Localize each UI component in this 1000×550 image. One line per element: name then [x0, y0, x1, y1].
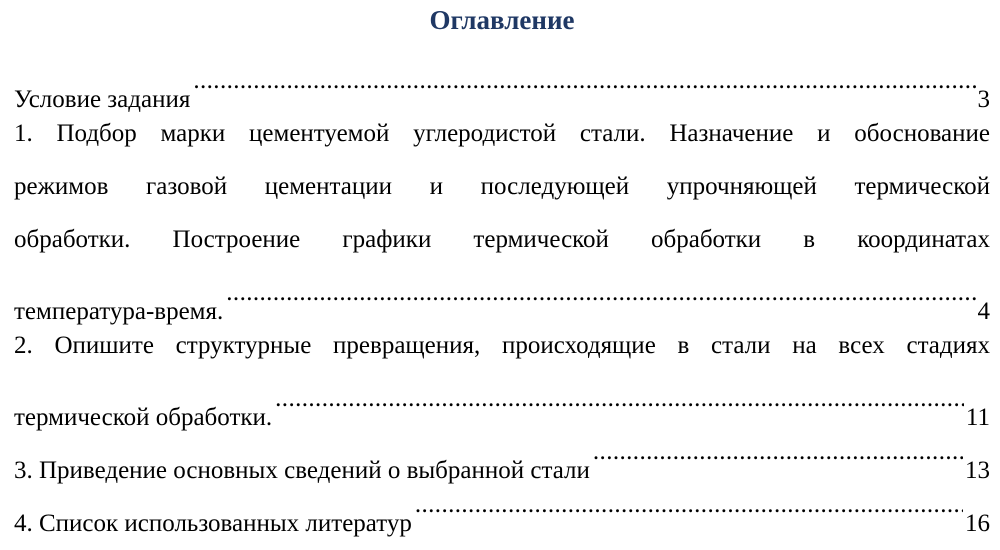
toc-page-number: 11: [965, 404, 990, 431]
toc-entry-text: 3. Приведение основных сведений о выбранной стали: [14, 457, 590, 484]
table-of-contents: [14, 0, 990, 537]
dot-leader: [275, 372, 964, 425]
toc-entry[interactable]: [14, 319, 990, 431]
toc-entry-line: 2. Опишите структурные превращения, происходящие в стали на всех стадиях: [14, 332, 990, 359]
toc-page-number: 16: [965, 510, 990, 537]
toc-entry-text: температура-время.: [14, 298, 224, 325]
toc-title: Оглавление: [429, 5, 575, 35]
toc-entry-text: термической обработки.: [14, 404, 273, 431]
dot-leader: [226, 266, 975, 319]
toc-entry-line: режимов газовой цементации и последующей упрочняющей термической: [14, 173, 990, 200]
toc-page-number: 13: [965, 457, 990, 484]
toc-entry-text: 4. Список использованных литератур: [14, 510, 412, 537]
toc-page-number: 3: [977, 86, 990, 113]
toc-entry-text: Условие задания: [14, 86, 191, 113]
dot-leader: [415, 478, 963, 531]
toc-entry[interactable]: [14, 54, 990, 113]
toc-page-number: 4: [977, 298, 990, 325]
toc-entry-line: обработки. Построение графики термической обработки в координатах: [14, 226, 990, 253]
dot-leader: [193, 54, 975, 107]
toc-entry[interactable]: [14, 107, 990, 325]
dot-leader: [593, 425, 963, 478]
toc-entry-line: 1. Подбор марки цементуемой углеродистой стали. Назначение и обоснование: [14, 120, 990, 147]
